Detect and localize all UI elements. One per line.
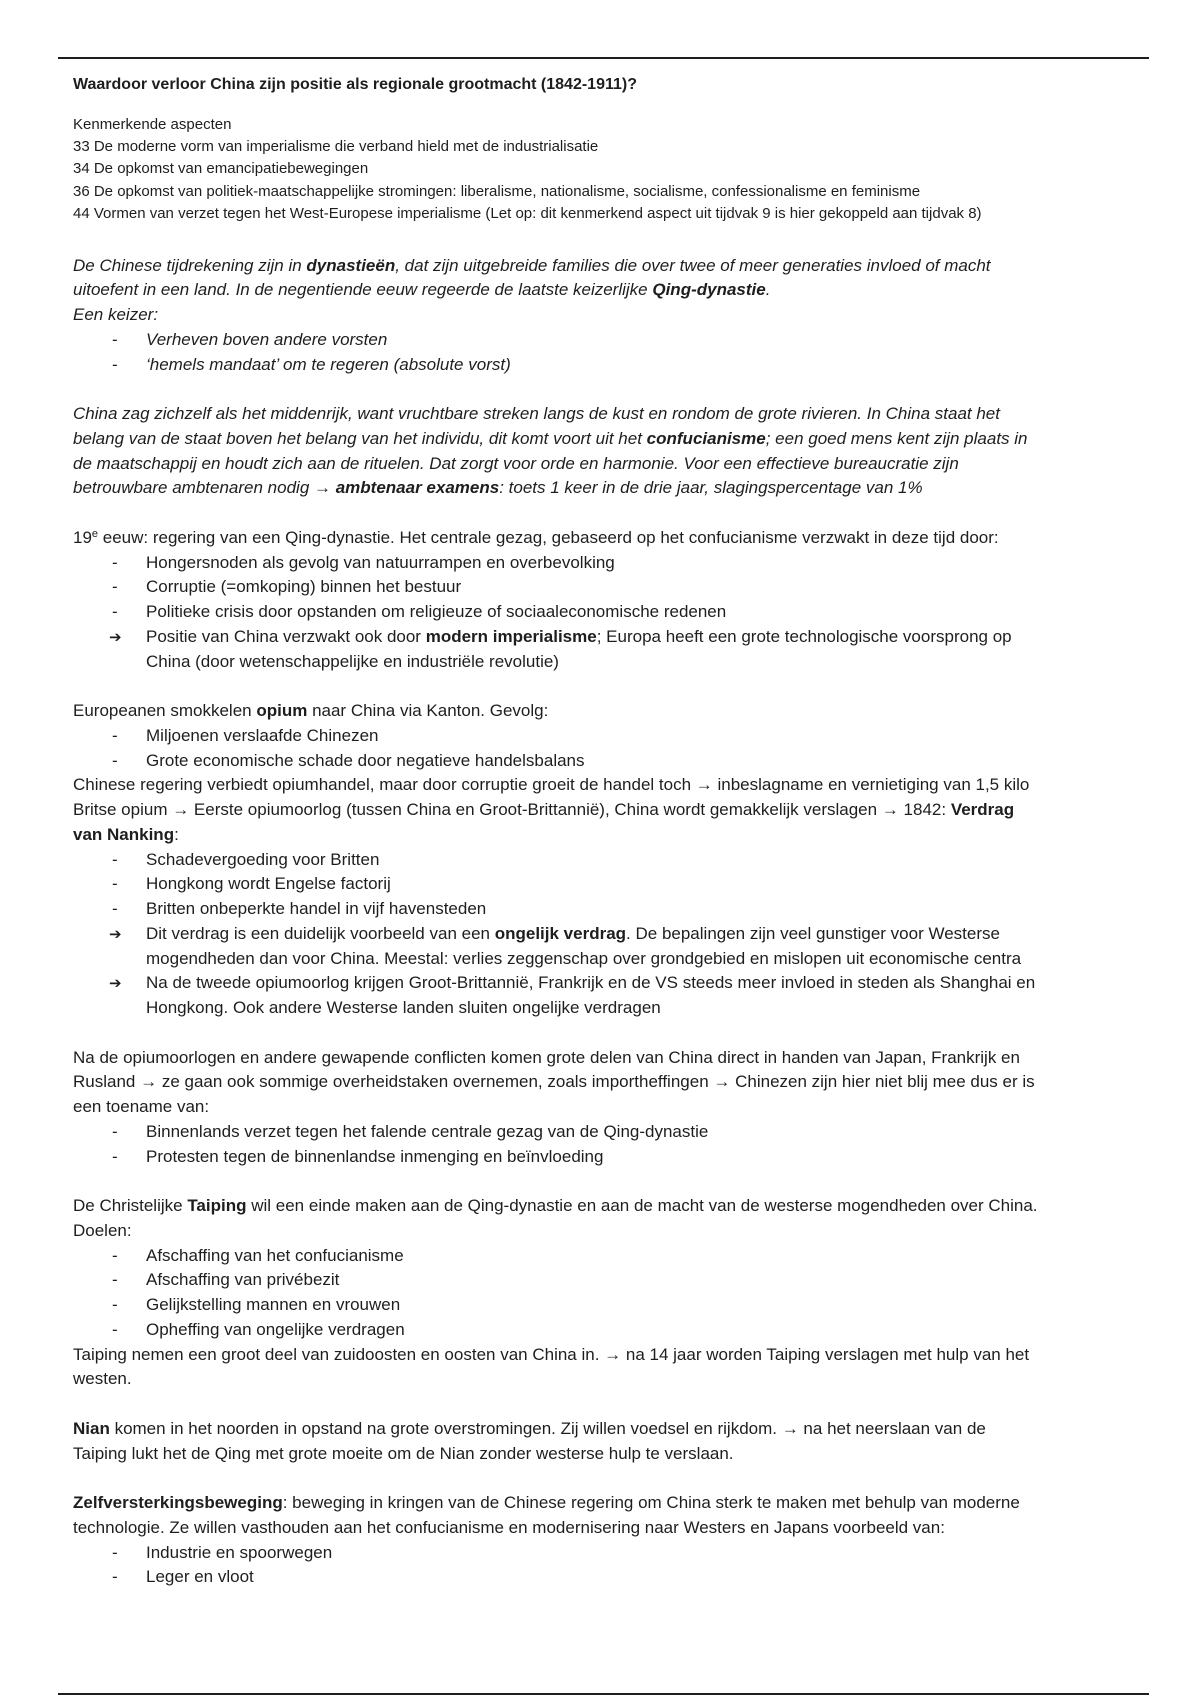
- text-line: [146, 1120, 1149, 1145]
- text-line: [146, 872, 1149, 897]
- text-section: [73, 699, 1149, 1021]
- text-section: [73, 402, 1149, 501]
- text-line: [146, 551, 1149, 576]
- text-run: Rusland → ze gaan ook sommige overheidstaken overnemen, zoals importheffingen → Chinezen zijn hier niet blij mee dus er is: [73, 1072, 1035, 1092]
- bold-term: Qing-dynastie: [652, 280, 766, 300]
- bold-term: Verdrag: [950, 800, 1015, 820]
- text-run: Na de tweede opiumoorlog krijgen Groot-Brittannië, Frankrijk en de VS steeds meer invloed in steden als Shanghai en: [146, 973, 1036, 993]
- text-line: [73, 1219, 1149, 1244]
- text-run: Europeanen smokkelen: [73, 701, 257, 721]
- text-run: Afschaffing van het confucianisme: [146, 1245, 404, 1265]
- dash-bullet: -: [112, 874, 118, 894]
- text-line: [146, 625, 1149, 650]
- text-run: uitoefent in een land. In de negentiende eeuw regeerde de laatste keizerlijke: [73, 280, 653, 300]
- arrow-bullet-icon: ➔: [109, 924, 122, 943]
- dash-bullet: -: [112, 1542, 118, 1562]
- text-run: China (door wetenschappelijke en industriële revolutie): [146, 651, 559, 671]
- bullet-item: [73, 1293, 1149, 1318]
- text-line: [73, 1367, 1149, 1392]
- text-section: [73, 1491, 1149, 1590]
- text-section: [73, 526, 1149, 675]
- text-section: [73, 254, 1149, 378]
- text-line: [73, 278, 1149, 303]
- text-line: [146, 1541, 1149, 1566]
- text-run: Verheven boven andere vorsten: [146, 329, 388, 349]
- text-line: [73, 303, 1149, 328]
- bullet-item: [73, 848, 1149, 873]
- text-line: [73, 699, 1149, 724]
- text-line: [146, 1565, 1149, 1590]
- aspect-item: 33 De moderne vorm van imperialisme die verband hield met de industrialisatie: [73, 138, 599, 156]
- bold-term: → ambtenaar examens: [314, 478, 500, 498]
- arrow-point-item: [73, 922, 1149, 972]
- text-line: [73, 1046, 1149, 1071]
- text-run: Grote economische schade door negatieve handelsbalans: [146, 750, 585, 770]
- dash-bullet: -: [112, 750, 118, 770]
- dash-bullet: -: [112, 1295, 118, 1315]
- arrow-bullet-icon: ➔: [109, 974, 122, 993]
- text-line: [73, 1095, 1149, 1120]
- text-run: eeuw: regering van een Qing-dynastie. Het centrale gezag, gebaseerd op het confucianisme verzwakt in deze tijd door:: [98, 527, 999, 547]
- text-run: Corruptie (=omkoping) binnen het bestuur: [146, 577, 462, 597]
- text-run: naar China via Kanton. Gevolg:: [307, 701, 549, 721]
- text-run: Hongkong. Ook andere Westerse landen sluiten ongelijke verdragen: [146, 998, 661, 1018]
- text-run: de maatschappij en houdt zich aan de rituelen. Dat zorgt voor orde en harmonie. Voor een effectieve bureaucratie zijn: [73, 453, 959, 473]
- dash-bullet: -: [112, 577, 118, 597]
- arrow-point-item: [73, 971, 1149, 1021]
- text-line: [146, 971, 1149, 996]
- text-line: [146, 1318, 1149, 1343]
- text-line: [146, 897, 1149, 922]
- text-line: [73, 402, 1149, 427]
- bullet-item: [73, 724, 1149, 749]
- bullet-item: [73, 1145, 1149, 1170]
- dash-bullet: -: [112, 1245, 118, 1265]
- text-run: :: [174, 824, 179, 844]
- bullet-item: [73, 1318, 1149, 1343]
- dash-bullet: -: [112, 725, 118, 745]
- text-run: wil een einde maken aan de Qing-dynastie en aan de macht van de westerse mogendheden over China.: [246, 1196, 1038, 1216]
- text-run: . De bepalingen zijn veel gunstiger voor Westerse: [626, 923, 1000, 943]
- bold-term: confucianisme: [646, 428, 766, 448]
- text-run: : beweging in kringen van de Chinese regering om China sterk te maken met behulp van moderne: [282, 1493, 1020, 1513]
- dash-bullet: -: [112, 849, 118, 869]
- bullet-item: [73, 353, 1149, 378]
- bold-term: Zelfversterkingsbeweging: [73, 1493, 283, 1513]
- aspect-item: 34 De opkomst van emancipatiebewegingen: [73, 160, 369, 178]
- text-run: mogendheden dan voor China. Meestal: verlies zeggenschap over grondgebied en mislopen uit economische centra: [146, 948, 1022, 968]
- dash-bullet: -: [112, 354, 118, 374]
- paragraph: [73, 1194, 1149, 1244]
- dash-bullet: -: [112, 1567, 118, 1587]
- text-section: [73, 1046, 1149, 1170]
- text-run: Hongkong wordt Engelse factorij: [146, 874, 391, 894]
- text-section: [73, 1417, 1149, 1467]
- text-line: [146, 328, 1149, 353]
- bullet-item: [73, 1268, 1149, 1293]
- text-run: Britten onbeperkte handel in vijf havensteden: [146, 899, 487, 919]
- text-run: technologie. Ze willen vasthouden aan het confucianisme en modernisering naar Westers en Japans voorbeeld van:: [73, 1517, 945, 1537]
- text-run: een toename van:: [73, 1097, 210, 1117]
- paragraph: [73, 402, 1149, 501]
- text-line: [146, 575, 1149, 600]
- text-run: westen.: [73, 1369, 132, 1389]
- bullet-item: [73, 749, 1149, 774]
- text-line: [146, 1244, 1149, 1269]
- bullet-item: [73, 1541, 1149, 1566]
- text-line: [73, 1194, 1149, 1219]
- text-line: [73, 476, 1149, 501]
- superscript: e: [91, 527, 99, 540]
- top-divider: [58, 57, 1149, 59]
- kenmerkende-aspecten-list: [73, 114, 982, 225]
- text-line: [73, 798, 1149, 823]
- bullet-item: [73, 1120, 1149, 1145]
- text-run: ; een goed mens kent zijn plaats in: [765, 428, 1028, 448]
- bullet-item: [73, 575, 1149, 600]
- aspect-item: 36 De opkomst van politiek-maatschappelijke stromingen: liberalisme, nationalisme, socialisme, confessionalisme en feminisme: [73, 182, 921, 200]
- text-line: [146, 1293, 1149, 1318]
- text-line: [73, 1516, 1149, 1541]
- dash-bullet: -: [112, 1270, 118, 1290]
- text-line: [73, 526, 1149, 551]
- text-run: , dat zijn uitgebreide families die over twee of meer generaties invloed of macht: [395, 255, 991, 275]
- text-run: Na de opiumoorlogen en andere gewapende conflicten komen grote delen van China direct in handen van Japan, Frankrijk en: [73, 1047, 1020, 1067]
- dash-bullet: -: [112, 899, 118, 919]
- dash-bullet: -: [112, 1319, 118, 1339]
- dash-bullet: -: [112, 602, 118, 622]
- paragraph: [73, 1046, 1149, 1120]
- paragraph: [73, 1491, 1149, 1541]
- dash-bullet: -: [112, 552, 118, 572]
- text-line: [73, 823, 1149, 848]
- text-run: : toets 1 keer in de drie jaar, slagingspercentage van 1%: [499, 478, 923, 498]
- text-line: [146, 996, 1149, 1021]
- aspects-heading: Kenmerkende aspecten: [73, 116, 232, 133]
- bold-term: Nian: [73, 1418, 110, 1438]
- text-run: Protesten tegen de binnenlandse inmenging en beïnvloeding: [146, 1146, 604, 1166]
- text-run: .: [765, 280, 771, 300]
- bullet-item: [73, 600, 1149, 625]
- text-line: [146, 724, 1149, 749]
- text-line: [146, 353, 1149, 378]
- paragraph: [73, 1417, 1149, 1467]
- text-run: Miljoenen verslaafde Chinezen: [146, 725, 379, 745]
- paragraph: [73, 254, 1149, 328]
- text-line: [146, 749, 1149, 774]
- bold-term: opium: [256, 701, 308, 721]
- text-run: 19: [73, 527, 92, 547]
- bold-term: van Nanking: [73, 824, 175, 844]
- text-run: Gelijkstelling mannen en vrouwen: [146, 1295, 401, 1315]
- text-line: [73, 452, 1149, 477]
- text-line: [73, 427, 1149, 452]
- paragraph: [73, 1343, 1149, 1393]
- text-run: Hongersnoden als gevolg van natuurrampen en overbevolking: [146, 552, 615, 572]
- bold-term: ongelijk verdrag: [494, 923, 627, 943]
- text-run: Opheffing van ongelijke verdragen: [146, 1319, 405, 1339]
- bold-term: Taiping: [187, 1196, 247, 1216]
- text-line: [73, 254, 1149, 279]
- text-run: komen in het noorden in opstand na grote overstromingen. Zij willen voedsel en rijkdom. → na het neerslaan van de: [109, 1418, 986, 1438]
- arrow-bullet-icon: ➔: [109, 627, 122, 646]
- bullet-item: [73, 1565, 1149, 1590]
- text-run: Een keizer:: [73, 305, 159, 325]
- text-line: [146, 922, 1149, 947]
- text-run: De Christelijke: [73, 1196, 188, 1216]
- bottom-divider: [58, 1693, 1149, 1695]
- text-run: Dit verdrag is een duidelijk voorbeeld van een: [146, 923, 495, 943]
- text-line: [73, 1417, 1149, 1442]
- text-run: Afschaffing van privébezit: [146, 1270, 340, 1290]
- bold-term: dynastieën: [306, 255, 396, 275]
- text-line: [73, 1442, 1149, 1467]
- text-section: [73, 1194, 1149, 1392]
- paragraph: [73, 773, 1149, 847]
- text-line: [146, 1145, 1149, 1170]
- document-body: [73, 254, 1149, 1591]
- text-line: [73, 773, 1149, 798]
- text-line: [146, 650, 1149, 675]
- paragraph: [73, 699, 1149, 724]
- text-run: Industrie en spoorwegen: [146, 1542, 333, 1562]
- text-line: [73, 1343, 1149, 1368]
- text-run: betrouwbare ambtenaren nodig: [73, 478, 314, 498]
- text-line: [146, 848, 1149, 873]
- text-line: [146, 600, 1149, 625]
- bold-term: modern imperialisme: [425, 626, 597, 646]
- bullet-item: [73, 551, 1149, 576]
- dash-bullet: -: [112, 1146, 118, 1166]
- text-run: Positie van China verzwakt ook door: [146, 626, 426, 646]
- text-run: belang van de staat boven het belang van het individu, dit komt voort uit het: [73, 428, 647, 448]
- arrow-point-item: [73, 625, 1149, 675]
- text-line: [73, 1070, 1149, 1095]
- text-run: China zag zichzelf als het middenrijk, want vruchtbare streken langs de kust en rondom de grote rivieren. In China staat het: [73, 404, 1000, 424]
- text-run: Doelen:: [73, 1220, 132, 1240]
- text-run: Schadevergoeding voor Britten: [146, 849, 380, 869]
- bullet-item: [73, 872, 1149, 897]
- text-line: [146, 1268, 1149, 1293]
- paragraph: [73, 526, 1149, 551]
- bullet-item: [73, 1244, 1149, 1269]
- text-run: Leger en vloot: [146, 1567, 254, 1587]
- dash-bullet: -: [112, 1121, 118, 1141]
- text-line: [73, 1491, 1149, 1516]
- text-run: Binnenlands verzet tegen het falende centrale gezag van de Qing-dynastie: [146, 1121, 709, 1141]
- dash-bullet: -: [112, 329, 118, 349]
- text-run: Taiping nemen een groot deel van zuidoosten en oosten van China in. → na 14 jaar worden Taiping verslagen met hulp van het: [73, 1344, 1030, 1364]
- text-run: Britse opium → Eerste opiumoorlog (tussen China en Groot-Brittannië), China wordt gemakkelijk verslagen → 1842:: [73, 800, 951, 820]
- bullet-item: [73, 328, 1149, 353]
- text-run: ‘hemels mandaat’ om te regeren (absolute vorst): [146, 354, 511, 374]
- text-run: Chinese regering verbiedt opiumhandel, maar door corruptie groeit de handel toch → inbeslagname en vernietiging van 1,5 kilo: [73, 775, 1030, 795]
- text-run: De Chinese tijdrekening zijn in: [73, 255, 307, 275]
- aspect-item: 44 Vormen van verzet tegen het West-Europese imperialisme (Let op: dit kenmerkend aspect uit tijdvak 9 is hier gekoppeld aan tijdvak 8): [73, 204, 982, 222]
- bullet-item: [73, 897, 1149, 922]
- text-run: Taiping lukt het de Qing met grote moeite om de Nian zonder westerse hulp te verslaan.: [73, 1443, 734, 1463]
- page-title: Waardoor verloor China zijn positie als regionale grootmacht (1842-1911)?: [73, 76, 637, 93]
- text-line: [146, 947, 1149, 972]
- text-run: ; Europa heeft een grote technologische voorsprong op: [596, 626, 1012, 646]
- text-run: Politieke crisis door opstanden om religieuze of sociaaleconomische redenen: [146, 602, 727, 622]
